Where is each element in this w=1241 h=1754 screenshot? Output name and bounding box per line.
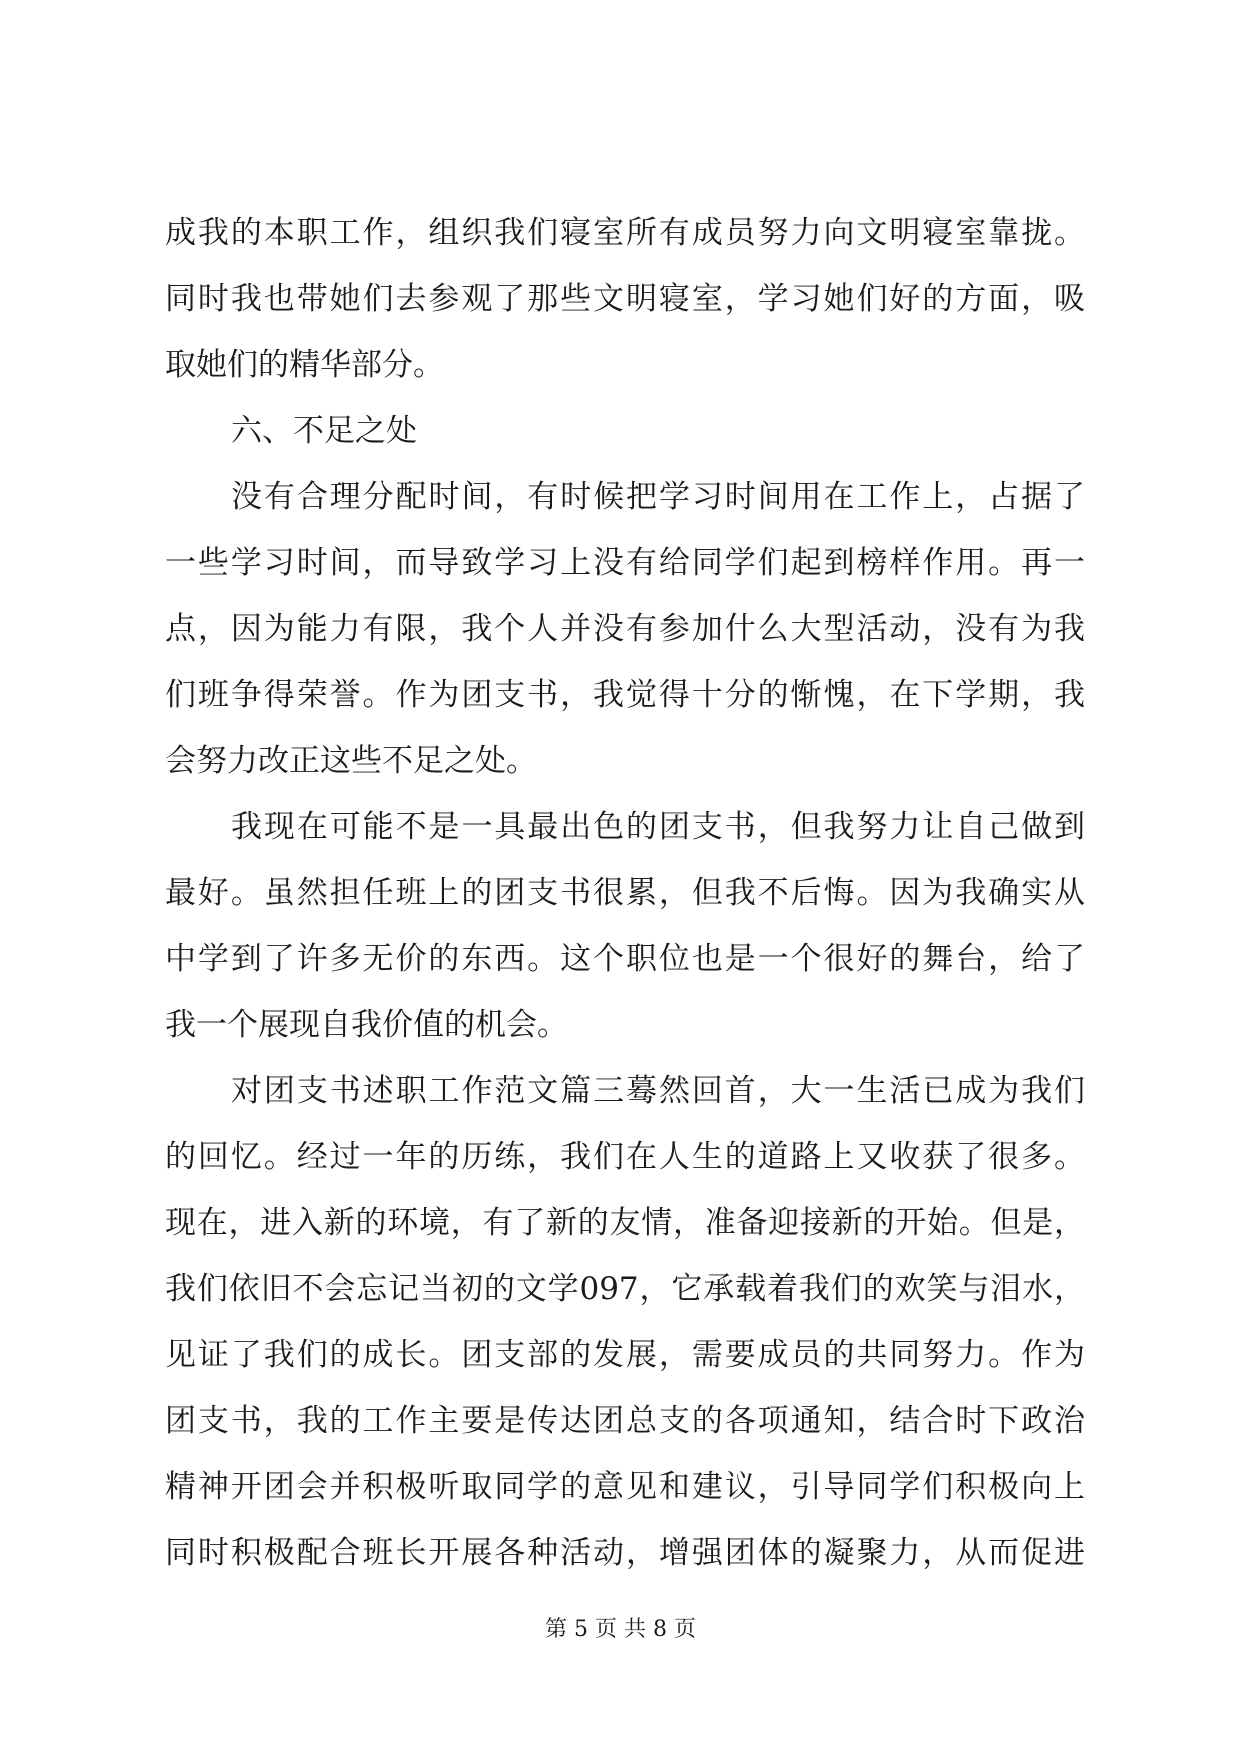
text-line: 见证了我们的成长。团支部的发展，需要成员的共同努力。作为: [165, 1337, 1085, 1373]
text-line: 没有合理分配时间，有时候把学习时间用在工作上，占据了: [231, 479, 1085, 515]
text-line: 同时积极配合班长开展各种活动，增强团体的凝聚力，从而促进: [165, 1535, 1085, 1571]
text-line: 对团支书述职工作范文篇三蓦然回首，大一生活已成为我们: [231, 1073, 1085, 1109]
text-line: 取她们的精华部分。: [165, 347, 444, 383]
text-line: 精神开团会并积极听取同学的意见和建议，引导同学们积极向上: [165, 1469, 1085, 1505]
text-line: 我一个展现自我价值的机会。: [165, 1007, 568, 1043]
text-line: 一些学习时间，而导致学习上没有给同学们起到榜样作用。再一: [165, 545, 1085, 581]
section-heading: 六、不足之处: [231, 413, 417, 449]
text-line: 点，因为能力有限，我个人并没有参加什么大型活动，没有为我: [165, 611, 1085, 647]
text-line: 现在，进入新的环境，有了新的友情，准备迎接新的开始。但是，: [165, 1205, 1085, 1241]
text-line: 中学到了许多无价的东西。这个职位也是一个很好的舞台，给了: [165, 941, 1085, 977]
text-line: 同时我也带她们去参观了那些文明寝室，学习她们好的方面，吸: [165, 281, 1085, 317]
text-line: 的回忆。经过一年的历练，我们在人生的道路上又收获了很多。: [165, 1139, 1085, 1175]
text-line: 成我的本职工作，组织我们寝室所有成员努力向文明寝室靠拢。: [165, 215, 1085, 251]
text-line: 团支书，我的工作主要是传达团总支的各项通知，结合时下政治: [165, 1403, 1085, 1439]
text-line: 们班争得荣誉。作为团支书，我觉得十分的惭愧，在下学期，我: [165, 677, 1085, 713]
text-line: 我们依旧不会忘记当初的文学097，它承载着我们的欢笑与泪水，: [165, 1271, 1085, 1307]
text-line: 我现在可能不是一具最出色的团支书，但我努力让自己做到: [231, 809, 1085, 845]
text-line: 会努力改正这些不足之处。: [165, 743, 537, 779]
text-line: 最好。虽然担任班上的团支书很累，但我不后悔。因为我确实从: [165, 875, 1085, 911]
document-body: [165, 200, 1085, 1586]
page-number-footer: 第 5 页 共 8 页: [545, 1617, 696, 1642]
